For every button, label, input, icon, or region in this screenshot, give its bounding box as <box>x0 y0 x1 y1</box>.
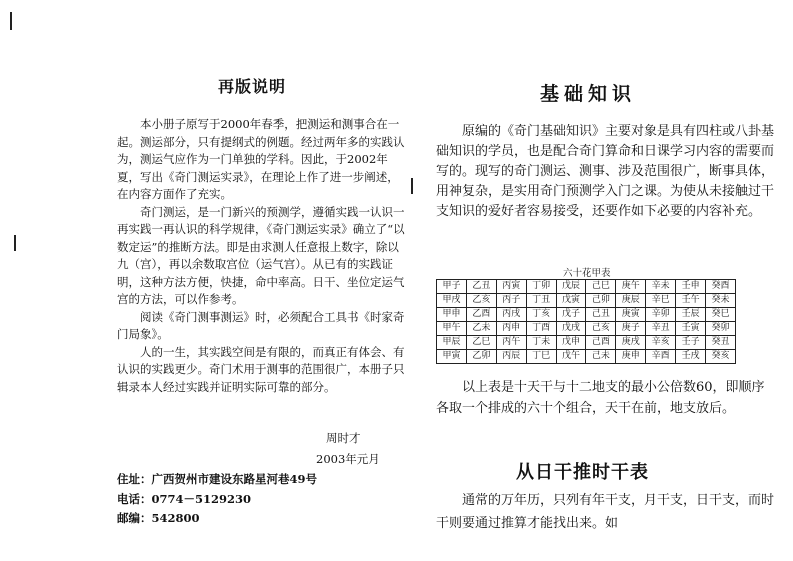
table-cell: 戊午 <box>556 350 586 364</box>
table-cell: 丙辰 <box>496 350 526 364</box>
table-cell: 乙卯 <box>466 350 496 364</box>
table-row <box>437 308 736 322</box>
table-cell: 甲寅 <box>437 350 467 364</box>
table-cell: 戊寅 <box>556 294 586 308</box>
table-cell: 己亥 <box>586 322 616 336</box>
table-cell: 丁未 <box>526 336 556 350</box>
sixty-jiazi-table <box>436 279 736 364</box>
left-page-title: 再版说明 <box>218 77 287 96</box>
table-cell: 己丑 <box>586 308 616 322</box>
table-cell: 辛酉 <box>646 350 676 364</box>
scan-mark-left-top <box>10 12 12 30</box>
table-cell: 己巳 <box>586 280 616 294</box>
table-row <box>437 350 736 364</box>
table-cell: 癸卯 <box>706 322 736 336</box>
signature-author: 周时才 <box>326 431 361 445</box>
closing-paragraph <box>436 489 776 535</box>
table-cell: 戊戌 <box>556 322 586 336</box>
table-cell: 丙申 <box>496 322 526 336</box>
table-cell: 庚子 <box>616 322 646 336</box>
table-cell: 辛亥 <box>646 336 676 350</box>
table-cell: 甲戌 <box>437 294 467 308</box>
table-cell: 壬辰 <box>676 308 706 322</box>
table-cell: 壬午 <box>676 294 706 308</box>
table-row <box>437 336 736 350</box>
table-cell: 戊辰 <box>556 280 586 294</box>
table-cell: 癸丑 <box>706 336 736 350</box>
table-cell: 壬寅 <box>676 322 706 336</box>
table-cell: 癸巳 <box>706 308 736 322</box>
table-cell: 乙亥 <box>466 294 496 308</box>
table-cell: 壬子 <box>676 336 706 350</box>
table-cell: 己酉 <box>586 336 616 350</box>
table-row <box>437 294 736 308</box>
right-subtitle: 从日干推时干表 <box>516 462 649 483</box>
table-cell: 甲子 <box>437 280 467 294</box>
table-caption: 六十花甲表 <box>563 268 611 279</box>
table-cell: 丙午 <box>496 336 526 350</box>
table-cell: 庚寅 <box>616 308 646 322</box>
left-paragraph-2: 奇门测运，是一门新兴的预测学，遵循实践一认识一再实践一再认识的科学规律，《奇门测运实录》确立了“以数定运”的推断方法。即是由求测人任意报上数字，除以九（宫），再以余数取宫位（运气宫）。从已有的实践证明，这种方法方便，快捷，命中率高。日干、坐位定运气宫的方法，可以作参考。 <box>117 204 405 306</box>
table-cell: 己卯 <box>586 294 616 308</box>
contact-postcode: 邮编：542800 <box>117 511 200 525</box>
table-cell: 丁丑 <box>526 294 556 308</box>
table-cell: 庚申 <box>616 350 646 364</box>
table-cell: 甲辰 <box>437 336 467 350</box>
table-cell: 乙酉 <box>466 308 496 322</box>
after-table-text: 以上表是十天干与十二地支的最小公倍数60，即顺序各取一个排成的六十个组合，天干在前，地支放后。 <box>436 380 765 416</box>
table-cell: 庚午 <box>616 280 646 294</box>
after-table-paragraph <box>436 377 776 419</box>
left-page-body <box>117 116 407 396</box>
table-cell: 丙寅 <box>496 280 526 294</box>
left-paragraph-4: 人的一生，其实践空间是有限的，而真正有体会、有认识的实践更少。奇门术用于测事的范围很广，本册子只辑录本人经过实践并证明实际可靠的部分。 <box>117 344 405 394</box>
table-row <box>437 280 736 294</box>
right-intro-paragraph <box>436 122 776 222</box>
scan-mark-left-middle <box>14 235 16 251</box>
table-cell: 甲午 <box>437 322 467 336</box>
table-cell: 己未 <box>586 350 616 364</box>
table-cell: 丙戌 <box>496 308 526 322</box>
left-paragraph-1: 本小册子原写于2000年春季，把测运和测事合在一起。测运部分，只有提纲式的例题。经过两年多的实践认为，测运气应作为一门单独的学科。因此，于2002年夏，写出《奇门测运实录》，在理论上作了进一步阐述，在内容方面作了充实。 <box>117 117 405 201</box>
table-cell: 辛丑 <box>646 322 676 336</box>
table-cell: 乙未 <box>466 322 496 336</box>
table-cell: 乙巳 <box>466 336 496 350</box>
table-cell: 戊申 <box>556 336 586 350</box>
table-cell: 丁巳 <box>526 350 556 364</box>
scan-mark-divider <box>411 178 413 194</box>
table-cell: 辛卯 <box>646 308 676 322</box>
signature-date: 2003年元月 <box>316 452 380 466</box>
table-cell: 丁卯 <box>526 280 556 294</box>
closing-text: 通常的万年历，只列有年干支，月干支，日干支，而时干则要通过推算才能找出来。如 <box>436 493 775 531</box>
table-cell: 丁酉 <box>526 322 556 336</box>
table-cell: 壬申 <box>676 280 706 294</box>
right-intro-text: 原编的《奇门基础知识》主要对象是具有四柱或八卦基础知识的学员，也是配合奇门算命和日课学习内容的需要而写的。现写的奇门测运、测事、涉及范围很广，断事具体，用神复杂，是实用奇门预测学入门之课。为使从未接触过干支知识的爱好者容易接受，还要作如下必要的内容补充。 <box>436 124 775 219</box>
table-cell: 丁亥 <box>526 308 556 322</box>
table-cell: 辛巳 <box>646 294 676 308</box>
table-cell: 庚辰 <box>616 294 646 308</box>
table-row <box>437 322 736 336</box>
table-cell: 癸未 <box>706 294 736 308</box>
table-cell: 癸亥 <box>706 350 736 364</box>
table-cell: 庚戌 <box>616 336 646 350</box>
table-cell: 壬戌 <box>676 350 706 364</box>
contact-phone: 电话：0774－5129230 <box>117 492 252 506</box>
contact-address: 住址：广西贺州市建设东路星河巷49号 <box>117 472 318 486</box>
right-page-title: 基础知识 <box>540 83 637 105</box>
table-cell: 癸酉 <box>706 280 736 294</box>
table-cell: 丙子 <box>496 294 526 308</box>
table-cell: 戊子 <box>556 308 586 322</box>
table-cell: 甲申 <box>437 308 467 322</box>
table-cell: 乙丑 <box>466 280 496 294</box>
left-paragraph-3: 阅读《奇门测事测运》时，必须配合工具书《时家奇门局象》。 <box>117 309 405 341</box>
table-cell: 辛未 <box>646 280 676 294</box>
